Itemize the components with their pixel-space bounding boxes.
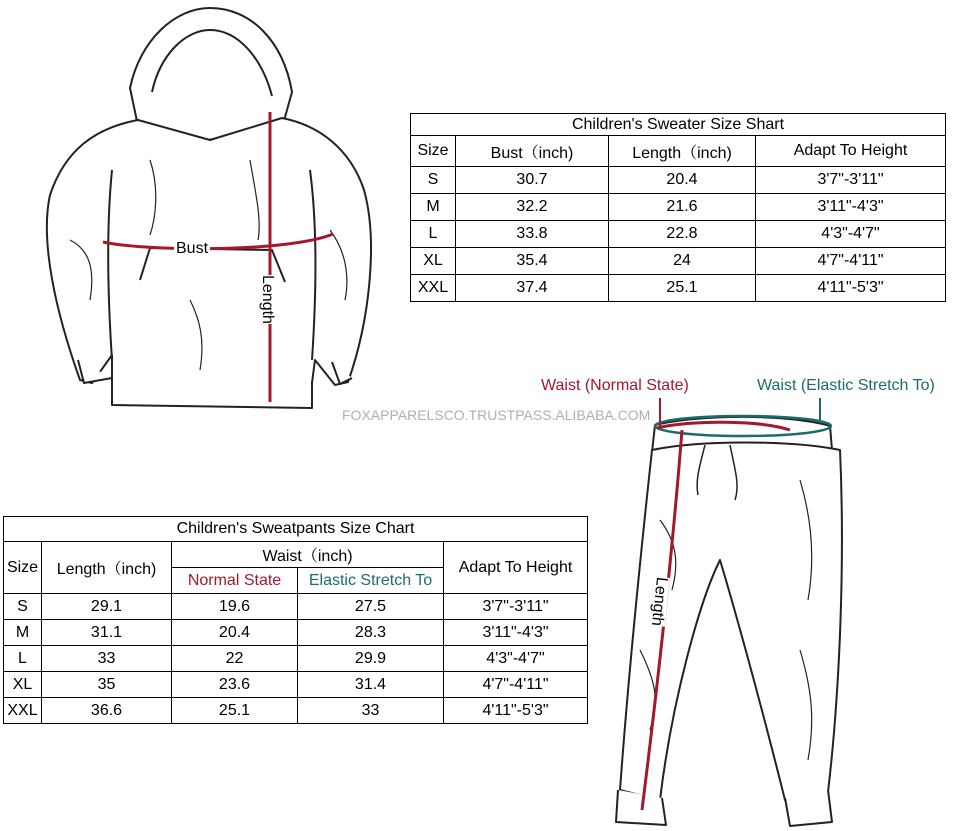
header-normal-state: Normal State [172,568,298,594]
watermark: FOXAPPARELSCO.TRUSTPASS.ALIBABA.COM [342,407,651,423]
length-cell: 29.1 [42,594,172,620]
size-cell: XL [4,672,42,698]
waist-normal-cell: 22 [172,646,298,672]
height-cell: 3'7"-3'11" [444,594,588,620]
length-cell: 35 [42,672,172,698]
bust-cell: 35.4 [456,248,609,275]
waist-normal-cell: 19.6 [172,594,298,620]
waist-elastic-cell: 31.4 [298,672,444,698]
length-cell: 25.1 [609,275,756,302]
length-cell: 21.6 [609,194,756,221]
length-cell: 20.4 [609,167,756,194]
header-size: Size [4,542,42,594]
table-row [4,698,588,724]
header-elastic-stretch: Elastic Stretch To [298,568,444,594]
header-waist: Waist（inch) [172,542,444,568]
bust-cell: 30.7 [456,167,609,194]
size-cell: S [4,594,42,620]
table-row [4,672,588,698]
size-cell: XXL [4,698,42,724]
size-cell: XXL [411,275,456,302]
bust-cell: 33.8 [456,221,609,248]
table-row [4,594,588,620]
length-cell: 22.8 [609,221,756,248]
size-cell: M [411,194,456,221]
bust-cell: 37.4 [456,275,609,302]
header-bust: Bust（inch) [456,136,609,167]
header-adapt-height: Adapt To Height [756,136,946,167]
sweater-table-header-row [411,136,946,167]
hoodie-body [47,118,371,398]
waist-elastic-cell: 28.3 [298,620,444,646]
height-cell: 3'11"-4'3" [444,620,588,646]
height-cell: 4'7"-4'11" [756,248,946,275]
height-cell: 4'3"-4'7" [444,646,588,672]
size-cell: L [411,221,456,248]
waist-normal-cell: 25.1 [172,698,298,724]
sweatpants-size-table [3,516,588,724]
table-row [411,194,946,221]
waist-elastic-cell: 33 [298,698,444,724]
waist-normal-cell: 20.4 [172,620,298,646]
header-length: Length（inch) [42,542,172,594]
sweater-table-title: Children's Sweater Size Shart [411,114,946,136]
table-row [411,275,946,302]
waist-normal-label: Waist (Normal State) [541,377,689,394]
waist-elastic-cell: 29.9 [298,646,444,672]
table-row [4,620,588,646]
pants-length-label: Length [647,576,670,627]
height-cell: 3'11"-4'3" [756,194,946,221]
header-length: Length（inch) [609,136,756,167]
waist-normal-cell: 23.6 [172,672,298,698]
length-cell: 24 [609,248,756,275]
pants-table-title: Children's Sweatpants Size Chart [4,517,588,542]
table-row [411,248,946,275]
height-cell: 3'7"-3'11" [756,167,946,194]
table-row [411,167,946,194]
length-cell: 36.6 [42,698,172,724]
bust-cell: 32.2 [456,194,609,221]
sweater-size-table [410,113,946,302]
waist-elastic-label: Waist (Elastic Stretch To) [757,377,935,394]
length-cell: 33 [42,646,172,672]
size-cell: L [4,646,42,672]
length-label: Length [259,275,276,324]
header-size: Size [411,136,456,167]
length-cell: 31.1 [42,620,172,646]
waist-elastic-cell: 27.5 [298,594,444,620]
pants-table-header-row [4,542,588,568]
table-row [411,221,946,248]
size-cell: XL [411,248,456,275]
height-cell: 4'3"-4'7" [756,221,946,248]
bust-label: Bust [176,240,209,257]
table-row [4,646,588,672]
height-cell: 4'7"-4'11" [444,672,588,698]
hoodie-waistband [112,380,312,408]
hoodie-hood [130,8,292,140]
size-cell: S [411,167,456,194]
height-cell: 4'11"-5'3" [444,698,588,724]
size-cell: M [4,620,42,646]
height-cell: 4'11"-5'3" [756,275,946,302]
hoodie-illustration [47,8,371,408]
header-adapt-height: Adapt To Height [444,542,588,594]
